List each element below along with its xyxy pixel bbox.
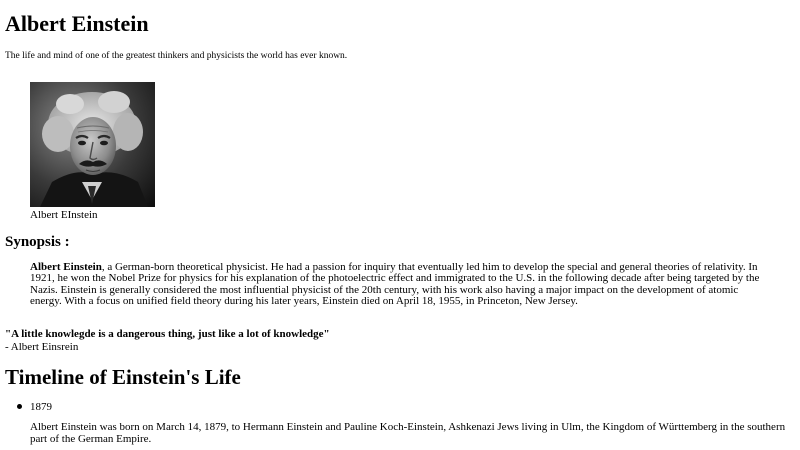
timeline-item bbox=[0, 400, 790, 445]
portrait-caption: Albert EInstein bbox=[30, 209, 98, 221]
synopsis-subject-name: Albert Einstein bbox=[30, 261, 102, 273]
synopsis-text: , a German-born theoretical physicist. He had a passion for inquiry that eventually led him to develop the special and general theories of relativity. In 1921, he won the Nobel Prize for physics for his explanation of the photoelectric effect and immigrated to the U.S. in the following decade after being targeted by the Nazis. Einstein is generally considered the most influential physicist of the 20th century, with his work also having a major impact on the development of atomic energy. With a focus on unified field theory during his later years, Einstein died on April 18, 1955, in Princeton, New Jersey. bbox=[30, 261, 760, 307]
timeline-heading: Timeline of Einstein's Life bbox=[5, 365, 241, 389]
synopsis-heading: Synopsis : bbox=[5, 234, 70, 250]
quote-author: - Albert Einsrein bbox=[5, 340, 79, 353]
portrait-figure bbox=[30, 82, 155, 222]
timeline-year: 1879 bbox=[30, 401, 52, 413]
quote-block bbox=[5, 328, 330, 353]
page-tagline: The life and mind of one of the greatest thinkers and physicists the world has ever known. bbox=[5, 51, 348, 61]
synopsis-paragraph bbox=[30, 262, 770, 307]
page-title: Albert Einstein bbox=[5, 11, 149, 36]
timeline-event-text: Albert Einstein was born on March 14, 1879, to Hermann Einstein and Pauline Koch-Einstein, Ashkenazi Jews living in Ulm, the Kingdom of Württemberg in the southern part of the German Empire. bbox=[30, 421, 786, 445]
quote-text: "A little knowlegde is a dangerous thing, just like a lot of knowledge" bbox=[5, 328, 330, 340]
einstein-portrait-image bbox=[30, 82, 155, 207]
timeline-list bbox=[0, 400, 790, 445]
bullet-icon bbox=[17, 404, 22, 409]
